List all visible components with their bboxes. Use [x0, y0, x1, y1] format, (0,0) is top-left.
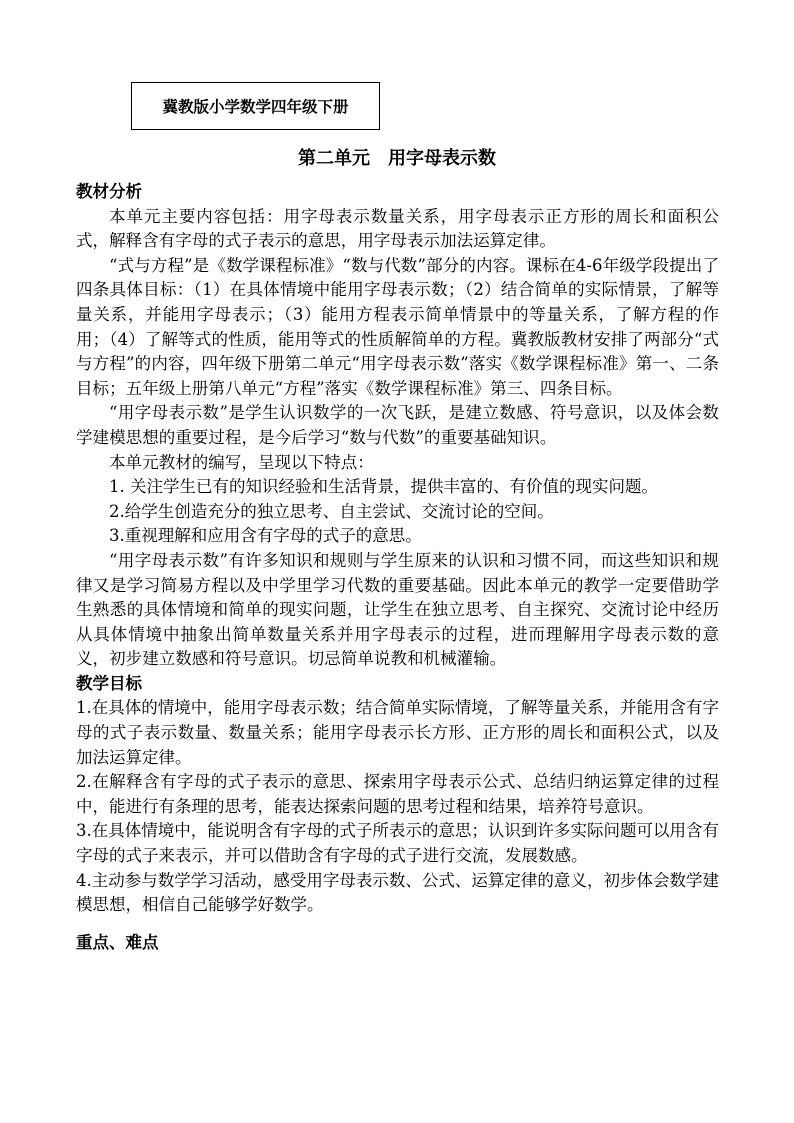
feature-item-2: 2.给学生创造充分的独立思考、自主尝试、交流讨论的空间。: [109, 501, 554, 521]
section-spacer: [76, 918, 719, 931]
analysis-paragraph-2: “式与方程”是《数学课程标准》“数与代数”部分的内容。课标在4-6年级学段提出了四条具体目标：（1）在具体情境中能用字母表示数；（2）结合简单的实际情景，了解等量关系，并能用字母表示；（3）能用方程表示简单情景中的等量关系，了解方程的作用；（4）了解等式的性质，能用等式的性质解简单的方程。冀教版教材安排了两部分“式与方程”的内容，四年级下册第二单元“用字母表示数”落实《数学课程标准》第一、二条目标；五年级上册第八单元“方程”落实《数学课程标准》第三、四条目标。: [76, 255, 719, 398]
section-heading-key-points: 重点、难点: [76, 932, 159, 952]
analysis-paragraph-3: “用字母表示数”是学生认识数学的一次飞跃，是建立数感、符号意识，以及体会数学建模思想的重要过程，是今后学习“数与代数”的重要基础知识。: [76, 403, 719, 447]
section-heading-goals: 教学目标: [76, 673, 142, 693]
feature-item-3: 3.重视理解和应用含有字母的式子的意思。: [109, 526, 422, 546]
textbook-label-box: 冀教版小学数学四年级下册: [131, 82, 380, 130]
unit-title: 第二单元 用字母表示数: [298, 148, 496, 169]
goal-item-3: 3.在具体情境中，能说明含有字母的式子所表示的意思；认识到许多实际问题可以用含有字母的式子来表示，并可以借助含有字母的式子进行交流，发展数感。: [76, 821, 719, 866]
analysis-paragraph-5: “用字母表示数”有许多知识和规则与学生原来的认识和习惯不同，而这些知识和规律又是学习简易方程以及中学里学习代数的重要基础。因此本单元的教学一定要借助学生熟悉的具体情境和简单的现实问题，让学生在独立思考、自主探究、交流讨论中经历从具体情境中抽象出简单数量关系并用字母表示的过程，进而理解用字母表示数的意义，初步建立数感和符号意识。切忌简单说教和机械灌输。: [76, 550, 719, 669]
feature-item-1: 1. 关注学生已有的知识经验和生活背景，提供丰富的、有价值的现实问题。: [109, 477, 658, 497]
goal-item-1: 1.在具体的情境中，能用字母表示数；结合简单实际情境，了解等量关系，并能用含有字母的式子表示数量、数量关系；能用字母表示长方形、正方形的周长和面积公式，以及加法运算定律。: [76, 698, 719, 767]
goal-item-2: 2.在解释含有字母的式子表示的意思、探索用字母表示公式、总结归纳运算定律的过程中，能进行有条理的思考，能表达探索问题的思考过程和结果，培养符号意识。: [76, 772, 719, 816]
section-heading-analysis: 教材分析: [76, 182, 142, 201]
analysis-paragraph-1: 本单元主要内容包括：用字母表示数量关系，用字母表示正方形的周长和面积公式，解释含有字母的式子表示的意思，用字母表示加法运算定律。: [76, 206, 719, 251]
analysis-paragraph-4: 本单元教材的编写，呈现以下特点：: [109, 452, 374, 472]
goal-item-4: 4.主动参与数学学习活动，感受用字母表示数、公式、运算定律的意义，初步体会数学建模思想，相信自己能够学好数学。: [76, 870, 719, 915]
document-body: [76, 180, 719, 955]
